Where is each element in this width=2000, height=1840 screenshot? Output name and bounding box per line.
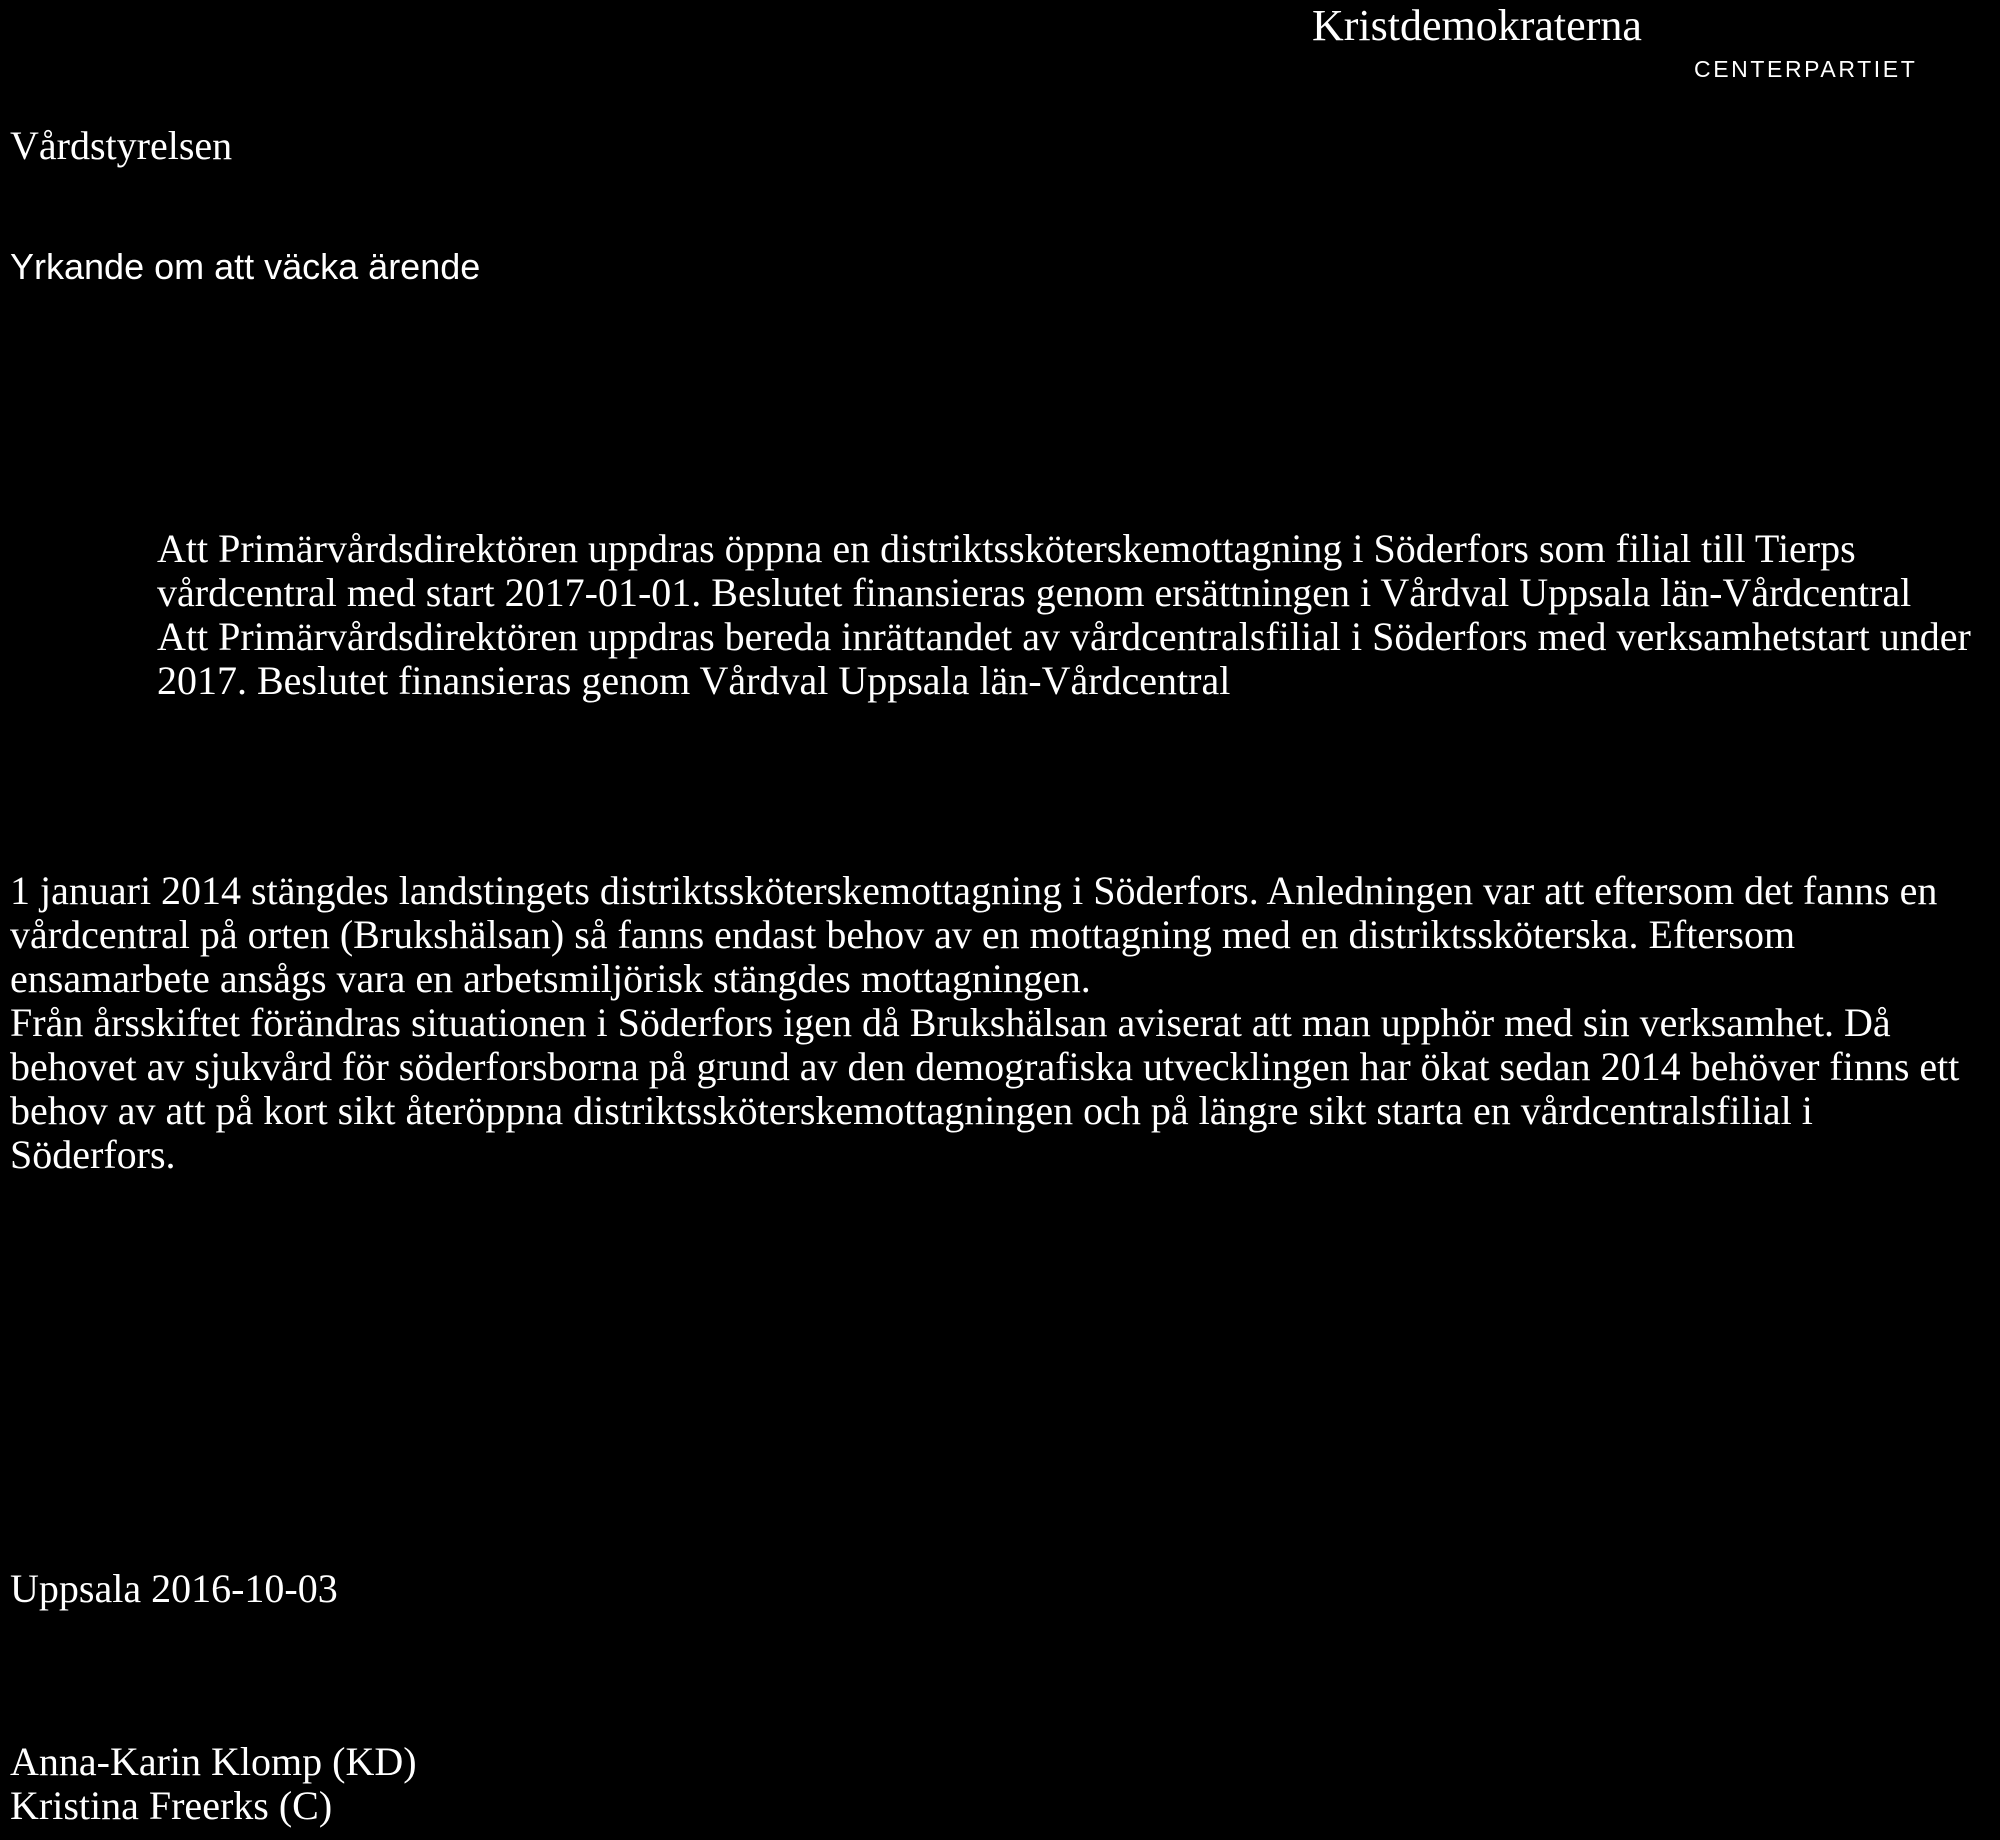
motion-paragraph-1: Att Primärvårdsdirektören uppdras öppna en distriktssköterskemottagning i Söderfors som filial till Tierps vårdcentral med start 2017-01-01. Beslutet finansieras genom ersättningen i Vårdval Uppsala län-Vårdcentral — [157, 526, 1912, 615]
place-and-date: Uppsala 2016-10-03 — [10, 1566, 338, 1611]
body-paragraph-1: 1 januari 2014 stängdes landstingets distriktssköterskemottagning i Söderfors. Anledningen var att eftersom det fanns en vårdcentral på orten (Brukshälsan) så fanns endast behov av en mottagning med en distriktssköterska. Eftersom ensamarbete ansågs vara en arbetsmiljörisk stängdes mottagningen. — [10, 868, 1938, 1001]
body-paragraph-2: Från årsskiftet förändras situationen i Söderfors igen då Brukshälsan aviserat att man upphör med sin verksamhet. Då behovet av sjukvård för söderforsborna på grund av den demografiska utvecklingen har ökat sedan 2014 behöver finns ett behov av att på kort sikt återöppna distriktssköterskemottagningen och på längre sikt starta en vårdcentralsfilial i Söderfors. — [10, 1000, 1960, 1177]
kristdemokraterna-logo: Kristdemokraterna — [1312, 1, 1642, 50]
motions-section — [157, 527, 1987, 703]
motivation-section — [10, 869, 1985, 1177]
signature-1: Anna-Karin Klomp (KD) — [10, 1739, 417, 1784]
motion-paragraph-2: Att Primärvårdsdirektören uppdras bereda inrättandet av vårdcentralsfilial i Söderfors med verksamhetstart under 2017. Beslutet finansieras genom Vårdval Uppsala län-Vårdcentral — [157, 614, 1971, 703]
signatures — [10, 1740, 417, 1828]
signature-2: Kristina Freerks (C) — [10, 1783, 333, 1828]
recipient: Vårdstyrelsen — [10, 123, 233, 168]
document-title: Yrkande om att väcka ärende — [10, 246, 481, 287]
centerpartiet-logo: CENTERPARTIET — [1694, 56, 1918, 82]
